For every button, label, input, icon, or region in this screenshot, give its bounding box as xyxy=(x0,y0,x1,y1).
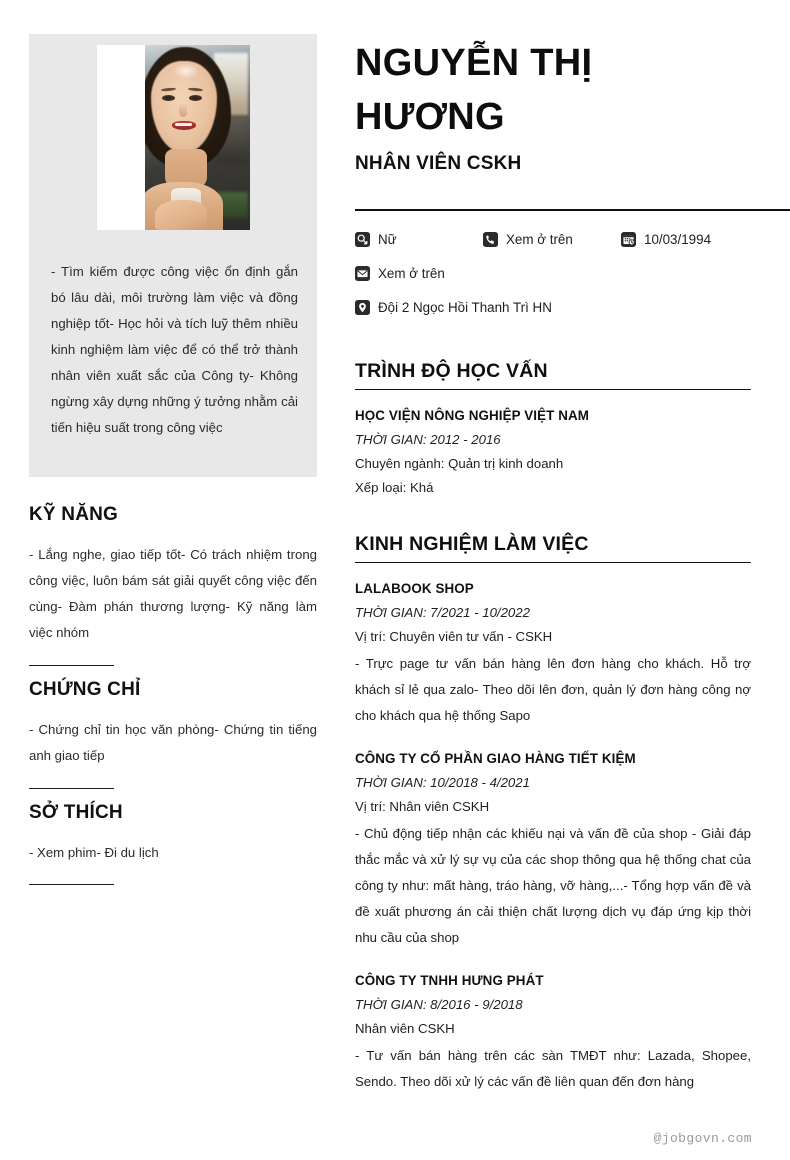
contact-address-label: Đội 2 Ngọc Hồi Thanh Trì HN xyxy=(378,299,552,315)
header-divider xyxy=(355,209,790,211)
contact-gender-label: Nữ xyxy=(378,231,397,247)
education-org: HỌC VIỆN NÔNG NGHIỆP VIỆT NAM xyxy=(355,408,590,423)
sidebar-section-certificates xyxy=(29,679,317,769)
contact-phone xyxy=(483,232,621,247)
contact-birthday-label: 10/03/1994 xyxy=(644,231,712,247)
experience-org: CÔNG TY TNHH HƯNG PHÁT xyxy=(355,973,544,988)
hobbies-heading: SỞ THÍCH xyxy=(29,802,123,823)
contact-list xyxy=(355,226,790,328)
education-heading: TRÌNH ĐỘ HỌC VẤN xyxy=(355,360,548,382)
contact-birthday xyxy=(621,232,711,247)
contact-row xyxy=(355,226,790,252)
skills-heading: KỸ NĂNG xyxy=(29,504,119,525)
experience-divider xyxy=(355,562,751,563)
job-title: NHÂN VIÊN CSKH xyxy=(355,153,522,174)
email-icon xyxy=(355,266,370,281)
section-experience xyxy=(355,533,790,1095)
experience-entry xyxy=(355,969,790,1095)
experience-entry xyxy=(355,747,790,951)
education-major: Chuyên ngành: Quản trị kinh doanh xyxy=(355,456,564,471)
hobbies-body: - Xem phim- Đi du lịch xyxy=(29,845,159,860)
gender-icon xyxy=(355,232,370,247)
sidebar-divider-1 xyxy=(29,665,114,666)
experience-position: Vị trí: Nhân viên CSKH xyxy=(355,799,490,814)
sidebar-divider-2 xyxy=(29,788,114,789)
section-education xyxy=(355,360,790,500)
contact-row xyxy=(355,294,790,320)
certificates-body: - Chứng chỉ tin học văn phòng- Chứng tin tiếng anh giao tiếp xyxy=(29,722,317,763)
portrait-photo xyxy=(145,45,250,230)
experience-position: Nhân viên CSKH xyxy=(355,1021,455,1036)
contact-gender xyxy=(355,232,483,247)
contact-address xyxy=(355,300,552,315)
education-time: THỜI GIAN: 2012 - 2016 xyxy=(355,432,501,447)
contact-phone-label: Xem ở trên xyxy=(506,231,573,247)
skills-body: - Lắng nghe, giao tiếp tốt- Có trách nhiệm trong công việc, luôn bám sát giải quyết công việc đến cùng- Đàm phán thương lượng- Kỹ năng làm việc nhóm xyxy=(29,547,317,640)
experience-org: CÔNG TY CỔ PHẦN GIAO HÀNG TIẾT KIỆM xyxy=(355,751,636,766)
phone-icon xyxy=(483,232,498,247)
certificates-heading: CHỨNG CHỈ xyxy=(29,679,141,700)
experience-description: - Tư vấn bán hàng trên các sàn TMĐT như: Lazada, Shopee, Sendo. Theo dõi xử lý các vấn đề liên quan đến đơn hàng xyxy=(355,1048,751,1089)
site-watermark: @jobgovn.com xyxy=(653,1131,752,1146)
experience-time: THỜI GIAN: 10/2018 - 4/2021 xyxy=(355,775,530,790)
experience-description: - Trực page tư vấn bán hàng lên đơn hàng cho khách. Hỗ trợ khách sỉ lẻ qua zalo- Theo dõi lên đơn, quản lý đơn hàng công nợ cho khách qua hệ thống Sapo xyxy=(355,656,751,723)
sidebar-divider-3 xyxy=(29,884,114,885)
education-entry xyxy=(355,404,790,500)
photo-panel xyxy=(29,34,317,477)
experience-time: THỜI GIAN: 8/2016 - 9/2018 xyxy=(355,997,523,1012)
location-icon xyxy=(355,300,370,315)
career-objective-text: - Tìm kiếm được công việc ổn định gắn bó lâu dài, môi trường làm việc và đồng nghiệp tốt- Học hỏi và tích luỹ thêm nhiều kinh nghiệm làm việc để có thể trở thành nhân viên xuất sắc của Công ty- Không ngừng xây dựng những ý tưởng nhằm cải tiến hiệu suất trong công việc xyxy=(51,264,298,436)
contact-email xyxy=(355,266,445,281)
contact-row xyxy=(355,260,790,286)
sidebar-section-hobbies xyxy=(29,802,317,866)
experience-heading: KINH NGHIỆM LÀM VIỆC xyxy=(355,533,589,555)
contact-email-label: Xem ở trên xyxy=(378,265,445,281)
calendar-icon xyxy=(621,232,636,247)
experience-position: Vị trí: Chuyên viên tư vấn - CSKH xyxy=(355,629,553,644)
photo-frame xyxy=(97,45,250,230)
sidebar xyxy=(29,34,317,860)
experience-org: LALABOOK SHOP xyxy=(355,581,474,596)
experience-time: THỜI GIAN: 7/2021 - 10/2022 xyxy=(355,605,530,620)
sidebar-section-skills xyxy=(29,504,317,646)
experience-entry xyxy=(355,577,790,729)
page-title: NGUYỄN THỊ HƯƠNG xyxy=(355,42,593,138)
education-grade: Xếp loại: Khá xyxy=(355,480,434,495)
experience-description: - Chủ động tiếp nhận các khiếu nại và vấn đề của shop - Giải đáp thắc mắc và xử lý sự vụ của các shop thông qua hệ thống chat của công ty như: mất hàng, tráo hàng, vỡ hàng,...- Tổng hợp vấn đề và đề xuất phương án cải thiện chất lượng dịch vụ đáp ứng kịp thời nhu cầu của shop xyxy=(355,826,751,945)
education-divider xyxy=(355,389,751,390)
